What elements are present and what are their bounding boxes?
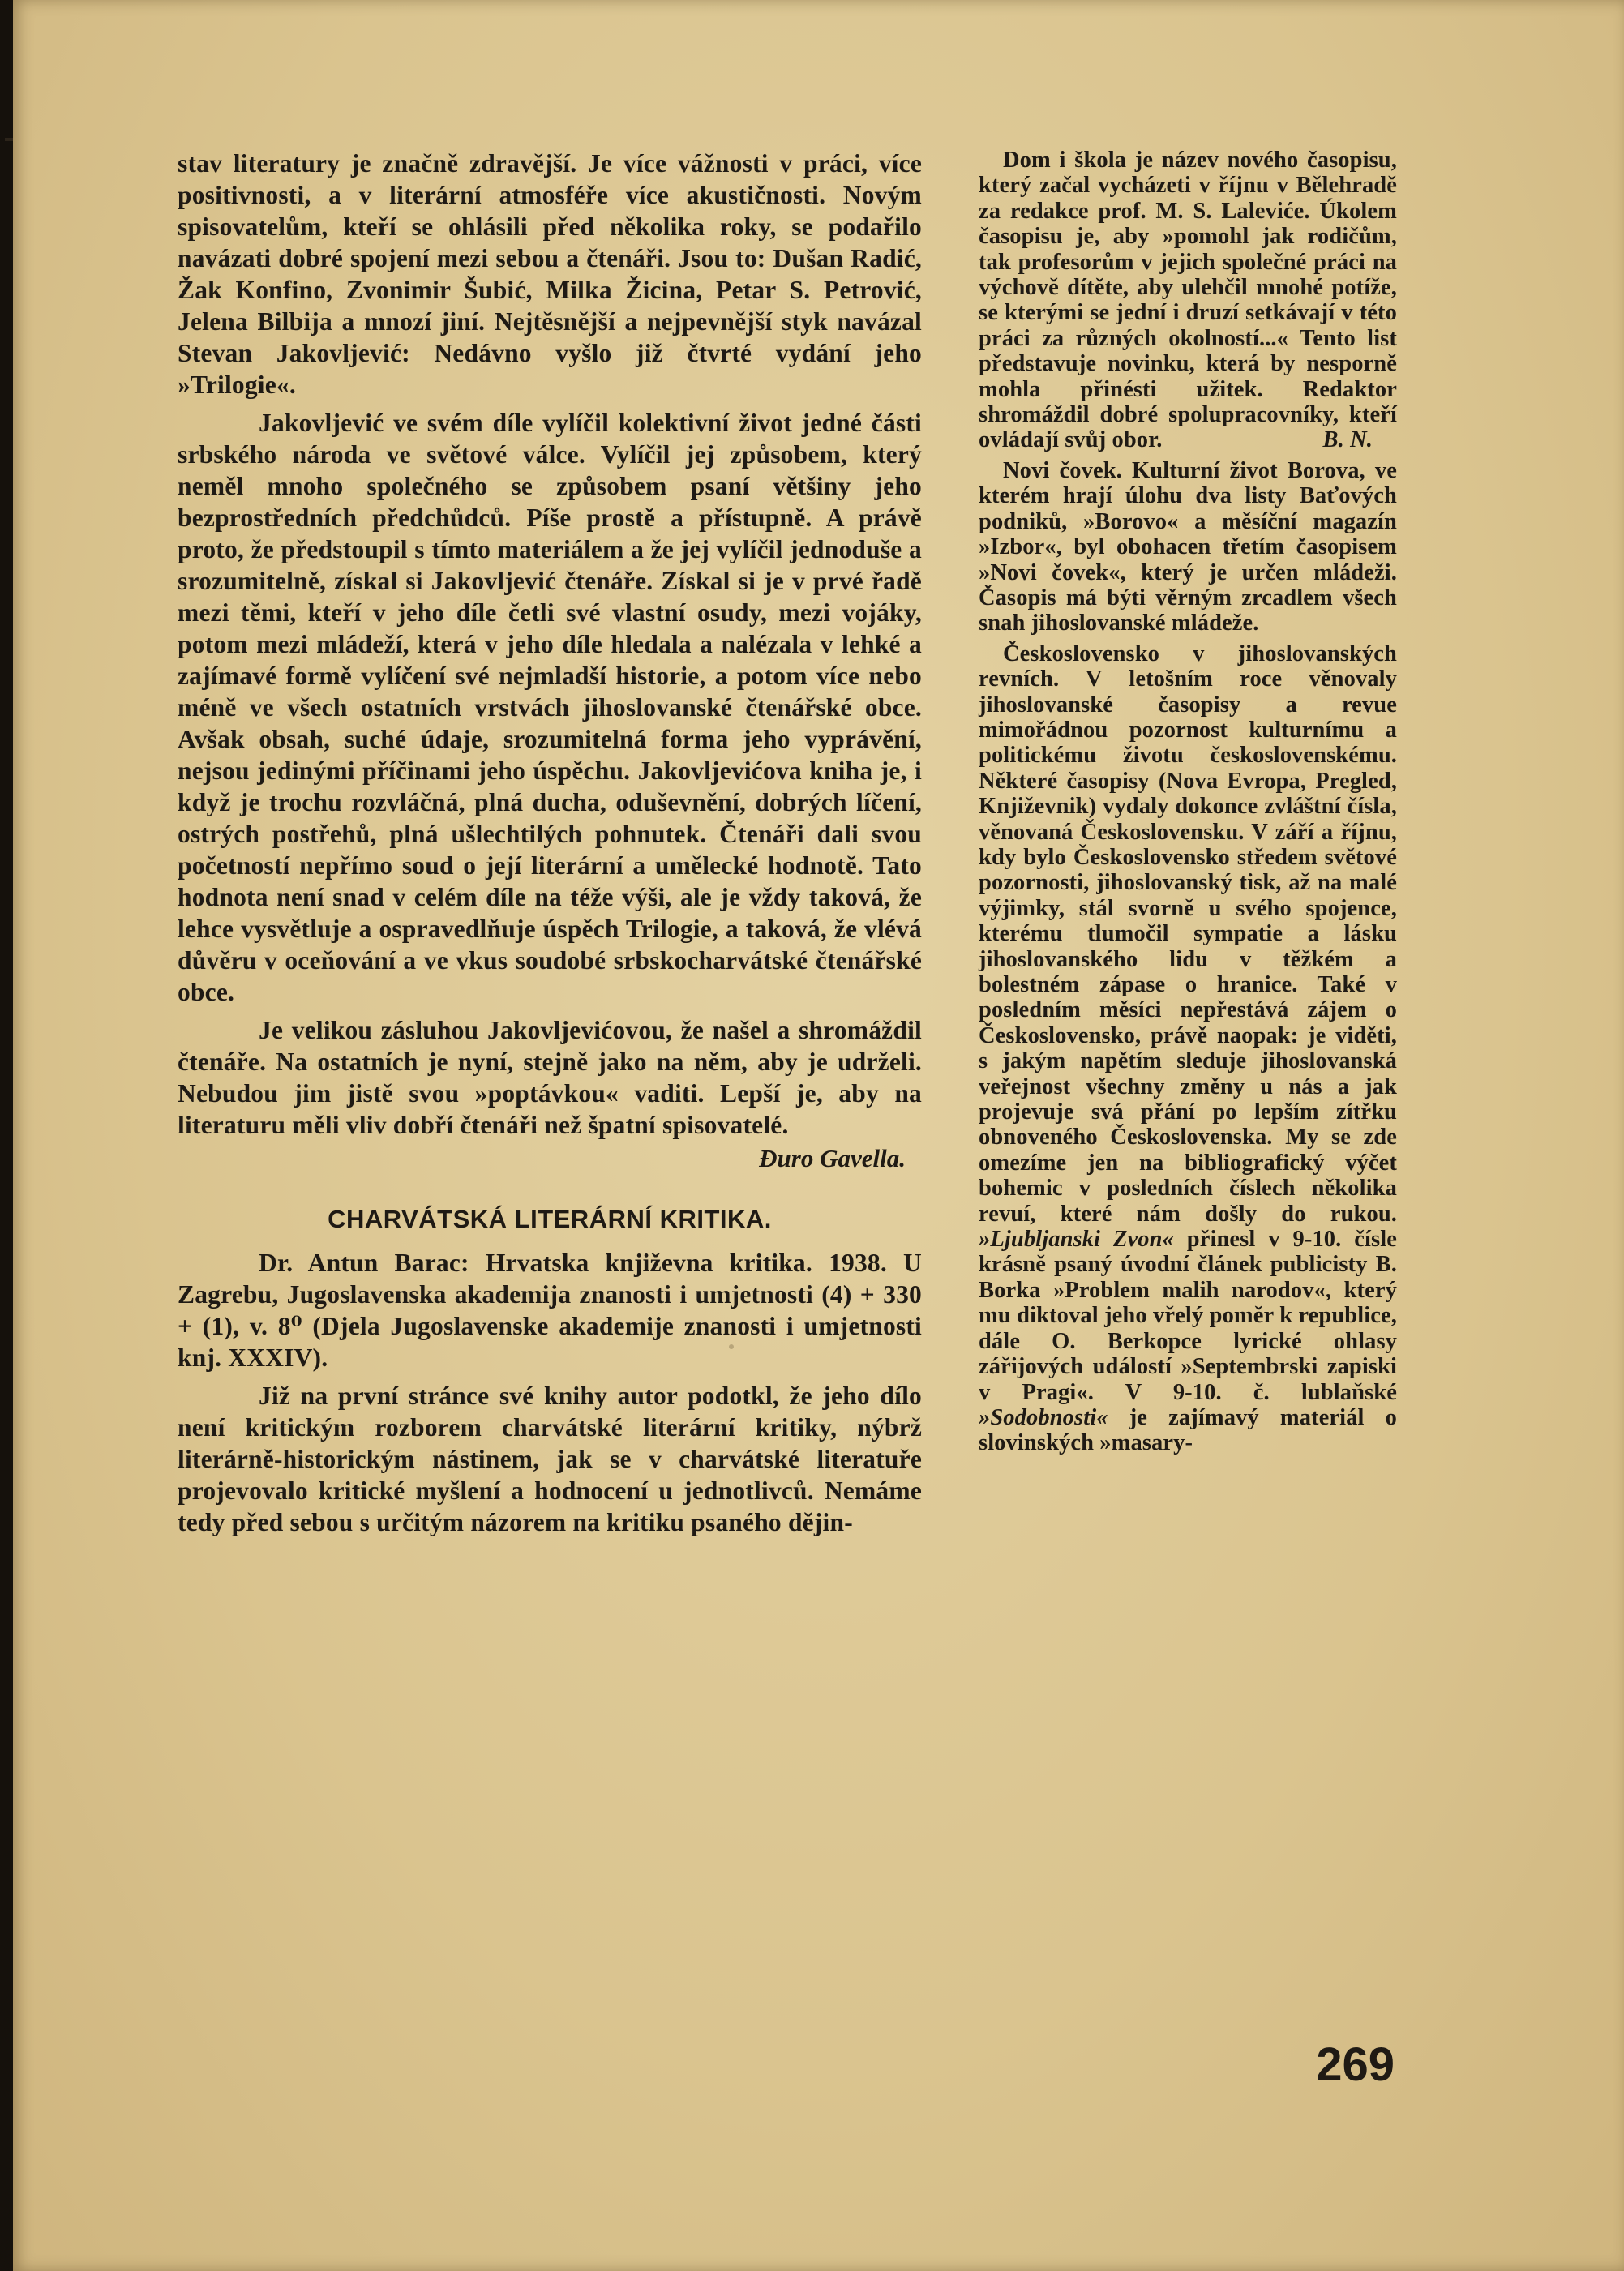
article-paragraph-2: Jakovljević ve svém díle vylíčil kolektivní život jedné části srbského národa ve světové válce. Vylíčil jej způsobem, který neměl mnoho společného se způsobem psaní většiny jeho bezprostředních předchůdců. Píše prostě a přístupně. A právě proto, že předstoupil s tímto materiálem a že jej vylíčil jednoduše a srozumitelně, získal si Jakovljević čtenáře. Získal si je v prvé řadě mezi těmi, kteří v jeho díle četli své vlastní osudy, mezi vojáky, potom mezi mládeží, která v jeho díle hledala a nalézala v lehké a zajímavé formě vylíčení své nejmladší historie, a potom více nebo méně ve všech ostatních vrstvách jihoslovanské čtenářské obce. Avšak obsah, suché údaje, srozumitelná forma jeho vyprávění, nejsou jedinými příčinami jeho úspěchu. Jakovljevićova kniha je, i když je trochu rozvláčná, plná ducha, oduševnění, dobrých líčení, ostrých postřehů, plná ušlechtilých pohnutek. Čtenáři dali svou početností nepřímo soud o její literární a umělecké hodnotě. Tato hodnota není snad v celém díle na téže výši, ale je vždy taková, že lehce vysvětluje a ospravedlňuje úspěch Trilogie, a taková, že vlévá důvěru v oceňování a ve vkus soudobé srbskocharvátské čtenářské obce. xyxy=(178,409,922,1006)
news-item-text: je zajímavý materiál o slovinských »masary- xyxy=(979,1404,1397,1456)
news-item-lead: Novi čovek. xyxy=(1003,457,1122,483)
news-item-text: Kulturní život Borova, ve kterém hrají úlohu dva listy Baťových podniků, »Borovo« a měsíční magazín »Izbor«, byl obohacen třetím časopisem »Novi čovek«, který je určen mládeži. Časopis má býti věrným zrcadlem všech snah jihoslovanské mládeže. xyxy=(979,457,1398,636)
news-item-signature: B. N. xyxy=(1322,427,1373,453)
right-column xyxy=(979,148,1397,1456)
journal-title: »Ljubljanski Zvon« xyxy=(979,1227,1174,1253)
news-item-text: je název nového časopisu, který začal vycházeti v říjnu v Bělehradě za redakce prof. M. S. Laleviće. Úkolem časopisu je, aby »pomohl jak rodičům, tak profesorům v jejich společné práci na výchově dítěte, aby ulehčil mnohé potíže, se kterými se jední i druzí setkávají v této práci za různých okolností...« Tento list představuje novinku, která by nesporně mohla přinésti užitek. Redaktor shromáždil dobré spolupracovníky, kteří ovládají svůj obor. xyxy=(979,148,1397,453)
news-item-ceskoslovensko xyxy=(979,641,1397,1456)
left-column xyxy=(178,148,922,1538)
news-item-lead: Dom i škola xyxy=(1003,148,1127,173)
section-heading: CHARVÁTSKÁ LITERÁRNÍ KRITIKA. xyxy=(328,1205,772,1233)
review-paragraph: Již na první stránce své knihy autor podotkl, že jeho dílo není kritickým rozborem charvátské literární kritiky, nýbrž literárně-historickým nástinem, jak se v charvátské literatuře projevovalo kritické myšlení a hodnocení u jednotlivců. Nemáme tedy před sebou s určitým názorem na kritiku psaného dějin- xyxy=(178,1382,922,1536)
binding-edge xyxy=(0,0,13,2271)
page-number: 269 xyxy=(1316,2038,1395,2091)
journal-title: »Sodobnosti« xyxy=(979,1404,1108,1430)
article-paragraph-3: Je velikou zásluhou Jakovljevićovou, že našel a shromáždil čtenáře. Na ostatních je nyní, stejně jako na něm, aby je udrželi. Nebudou jim jistě svou »poptávkou« vaditi. Lepší je, aby na literaturu měli vliv dobří čtenáři než špatní spisovatelé. xyxy=(178,1016,922,1139)
author-signature: Đuro Gavella. xyxy=(759,1144,906,1172)
news-item-novi-covek xyxy=(979,458,1397,636)
article-paragraph-1: stav literatury je značně zdravější. Je více vážnosti v práci, více positivnosti, a v literární atmosféře více akustičnosti. Novým spisovatelům, kteří se ohlásili před několika roky, se podařilo navázati dobré spojení mezi sebou a čtenáři. Jsou to: Dušan Radić, Žak Konfino, Zvonimir Šubić, Milka Žicina, Petar S. Petrović, Jelena Bilbija a mnozí jiní. Nejtěsnější a nejpevnější styk navázal Stevan Jakovljević: Nedávno vyšlo již čtvrté vydání jeho »Trilogie«. xyxy=(178,149,922,399)
news-item-text: V letošním roce věnovaly jihoslovanské časopisy a revue mimořádnou pozornost kulturnímu a politickému životu československému. Některé časopisy (Nova Evropa, Pregled, Književnik) vydaly dokonce zvláštní čísla, věnovaná Československu. V září a říjnu, kdy bylo Československo středem světové pozornosti, jihoslovanský tisk, až na malé výjimky, stál svorně u svého spojence, kterému tlumočil sympatie a lásku jihoslovanského lidu v těžkém a bolestném zápase o hranice. Také v posledním měsíci nepřestává zájem o Československo, právě naopak: je viděti, s jakým napětím sleduje jihoslovanská veřejnost všechny změny u nás a jak projevuje svá přání po lepším zítřku obnoveného Československa. My se zde omezíme jen na bibliografický výčet bohemic v posledních číslech několika revuí, které nám došly do rukou. xyxy=(979,666,1397,1227)
news-item-text: přinesl v 9-10. čísle krásně psaný úvodní článek publicisty B. Borka »Problem malih narodov«, který mu diktoval jeho vřelý poměr k republice, dále O. Berkopce lyrické ohlasy zářijových událostí »Septembrski zapiski v Pragi«. V 9-10. č. lublaňské xyxy=(979,1227,1397,1405)
book-citation: Dr. Antun Barac: Hrvatska književna kritika. 1938. U Zagrebu, Jugoslavenska akademija znanosti i umjetnosti (4) + 330 + (1), v. 8⁰ (Djela Jugoslavenske akademije znanosti i umjetnosti knj. XXXIV). xyxy=(178,1249,922,1372)
news-item-dom-i-skola xyxy=(979,148,1397,453)
news-item-lead: Československo v jihoslovanských revních. xyxy=(979,641,1397,692)
